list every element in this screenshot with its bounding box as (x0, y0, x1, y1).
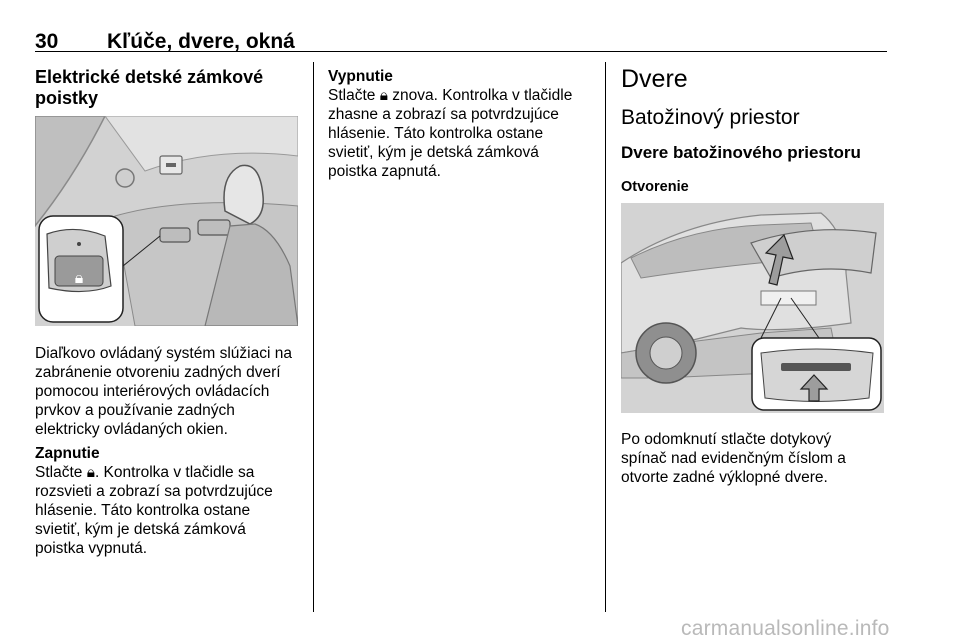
tailgate-up-arrow-icon (799, 373, 829, 403)
header-divider (35, 51, 887, 52)
column-divider-1 (313, 62, 314, 612)
child-lock-heading: Elektrické detské zámkové poistky (35, 67, 264, 108)
child-lock-description: Diaľkovo ovládaný systém slúžiaci na zabránenie otvoreniu zadných dverí pomocou interiérových ovládacích prvkov a používanie zadných elektricky ovládaných okien. (35, 345, 292, 438)
zapnutie-text: Stlačte 🔒︎. Kontrolka v tlačidle sa rozsvieti a zobrazí sa potvrdzujúce hlásenie. Táto kontrolka ostane svietiť, kým je detská zámková poistka vypnutá. (35, 464, 273, 557)
child-lock-figure (35, 116, 298, 326)
dvere-batozinoveho-heading: Dvere batožinového priestoru (621, 143, 861, 162)
zapnutie-heading: Zapnutie (35, 445, 100, 462)
column-divider-2 (605, 62, 606, 612)
section-title: Kľúče, dvere, okná (107, 30, 295, 53)
tailgate-figure (621, 203, 884, 413)
watermark: carmanualsonline.info (681, 617, 890, 640)
otvorenie-text: Po odomknutí stlačte dotykový spínač nad evidenčným číslom a otvorte zadné výklopné dvere. (621, 431, 846, 486)
child-lock-button-icon: 🔒︎ (74, 270, 84, 287)
dvere-heading: Dvere (621, 65, 688, 93)
page-number: 30 (35, 30, 59, 53)
otvorenie-heading: Otvorenie (621, 179, 689, 195)
vypnutie-text: Stlačte 🔒︎ znova. Kontrolka v tlačidle zhasne a zobrazí sa potvrdzujúce hlásenie. Táto kontrolka ostane svietiť, kým je detská zámková poistka zapnutá. (328, 87, 573, 180)
batozinovy-priestor-heading: Batožinový priestor (621, 106, 800, 129)
vypnutie-heading: Vypnutie (328, 68, 393, 85)
